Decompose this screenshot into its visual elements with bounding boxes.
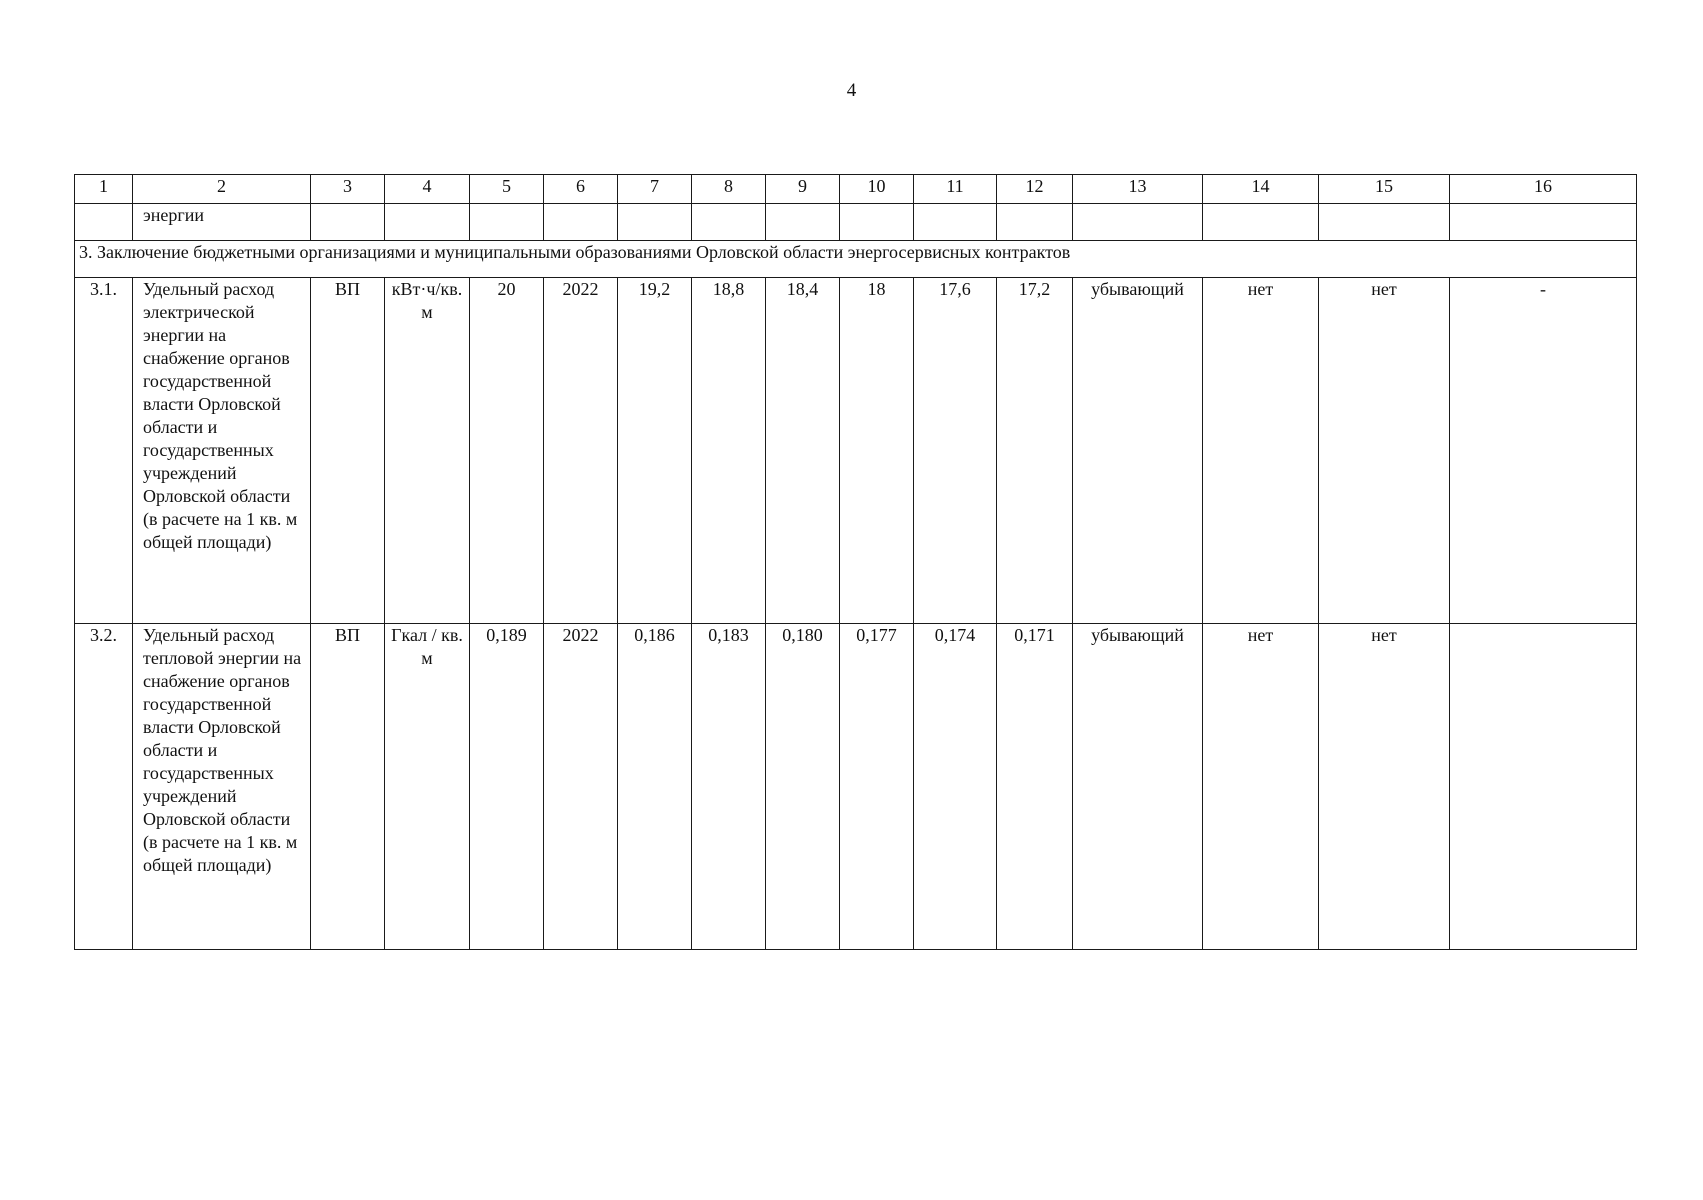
column-number: 4 xyxy=(385,175,470,204)
column-number: 9 xyxy=(766,175,840,204)
continuation-text: энергии xyxy=(133,204,311,241)
cell-col-15: нет xyxy=(1319,624,1450,950)
indicator-name: Удельный расход тепловой энергии на снабжение органов государственной власти Орловской области и государственных учреждений Орловской области (в расчете на 1 кв. м общей площади) xyxy=(133,624,311,950)
cell-col-16 xyxy=(1450,624,1637,950)
column-number: 8 xyxy=(692,175,766,204)
value-col-10: 0,177 xyxy=(840,624,914,950)
unit: Гкал / кв. м xyxy=(385,624,470,950)
base-value: 20 xyxy=(470,278,544,624)
column-number: 16 xyxy=(1450,175,1637,204)
empty-cell xyxy=(544,204,618,241)
column-number: 11 xyxy=(914,175,997,204)
empty-cell xyxy=(766,204,840,241)
column-number: 1 xyxy=(75,175,133,204)
continuation-row xyxy=(75,204,1637,241)
column-number: 15 xyxy=(1319,175,1450,204)
empty-cell xyxy=(1203,204,1319,241)
empty-cell xyxy=(692,204,766,241)
indicator-name: Удельный расход электрической энергии на снабжение органов государственной власти Орловской области и государственных учреждений Орловской области (в расчете на 1 кв. м общей площади) xyxy=(133,278,311,624)
section-title: 3. Заключение бюджетными организациями и муниципальными образованиями Орловской области энергосервисных контрактов xyxy=(75,241,1637,278)
column-number: 12 xyxy=(997,175,1073,204)
value-col-12: 0,171 xyxy=(997,624,1073,950)
value-col-11: 0,174 xyxy=(914,624,997,950)
empty-cell xyxy=(914,204,997,241)
column-number: 7 xyxy=(618,175,692,204)
row-number: 3.2. xyxy=(75,624,133,950)
page-number: 4 xyxy=(846,80,857,101)
empty-cell xyxy=(385,204,470,241)
table-row xyxy=(75,624,1637,950)
cell-col-15: нет xyxy=(1319,278,1450,624)
empty-cell xyxy=(1450,204,1637,241)
empty-cell xyxy=(1319,204,1450,241)
value-col-9: 18,4 xyxy=(766,278,840,624)
value-col-11: 17,6 xyxy=(914,278,997,624)
unit: кВт·ч/кв. м xyxy=(385,278,470,624)
empty-cell xyxy=(618,204,692,241)
indicator-type: ВП xyxy=(311,278,385,624)
empty-cell xyxy=(75,204,133,241)
section-row xyxy=(75,241,1637,278)
indicators-table xyxy=(74,174,1637,950)
empty-cell xyxy=(840,204,914,241)
cell-col-14: нет xyxy=(1203,624,1319,950)
empty-cell xyxy=(311,204,385,241)
value-col-7: 0,186 xyxy=(618,624,692,950)
empty-cell xyxy=(470,204,544,241)
indicator-type: ВП xyxy=(311,624,385,950)
table-row xyxy=(75,278,1637,624)
row-number: 3.1. xyxy=(75,278,133,624)
base-year: 2022 xyxy=(544,624,618,950)
value-col-12: 17,2 xyxy=(997,278,1073,624)
column-number-row xyxy=(75,175,1637,204)
value-col-10: 18 xyxy=(840,278,914,624)
column-number: 2 xyxy=(133,175,311,204)
value-col-9: 0,180 xyxy=(766,624,840,950)
empty-cell xyxy=(997,204,1073,241)
column-number: 10 xyxy=(840,175,914,204)
trend: убывающий xyxy=(1073,278,1203,624)
trend: убывающий xyxy=(1073,624,1203,950)
column-number: 14 xyxy=(1203,175,1319,204)
value-col-8: 0,183 xyxy=(692,624,766,950)
value-col-7: 19,2 xyxy=(618,278,692,624)
empty-cell xyxy=(1073,204,1203,241)
column-number: 6 xyxy=(544,175,618,204)
value-col-8: 18,8 xyxy=(692,278,766,624)
cell-col-14: нет xyxy=(1203,278,1319,624)
base-year: 2022 xyxy=(544,278,618,624)
column-number: 3 xyxy=(311,175,385,204)
column-number: 13 xyxy=(1073,175,1203,204)
cell-col-16: - xyxy=(1450,278,1637,624)
column-number: 5 xyxy=(470,175,544,204)
base-value: 0,189 xyxy=(470,624,544,950)
